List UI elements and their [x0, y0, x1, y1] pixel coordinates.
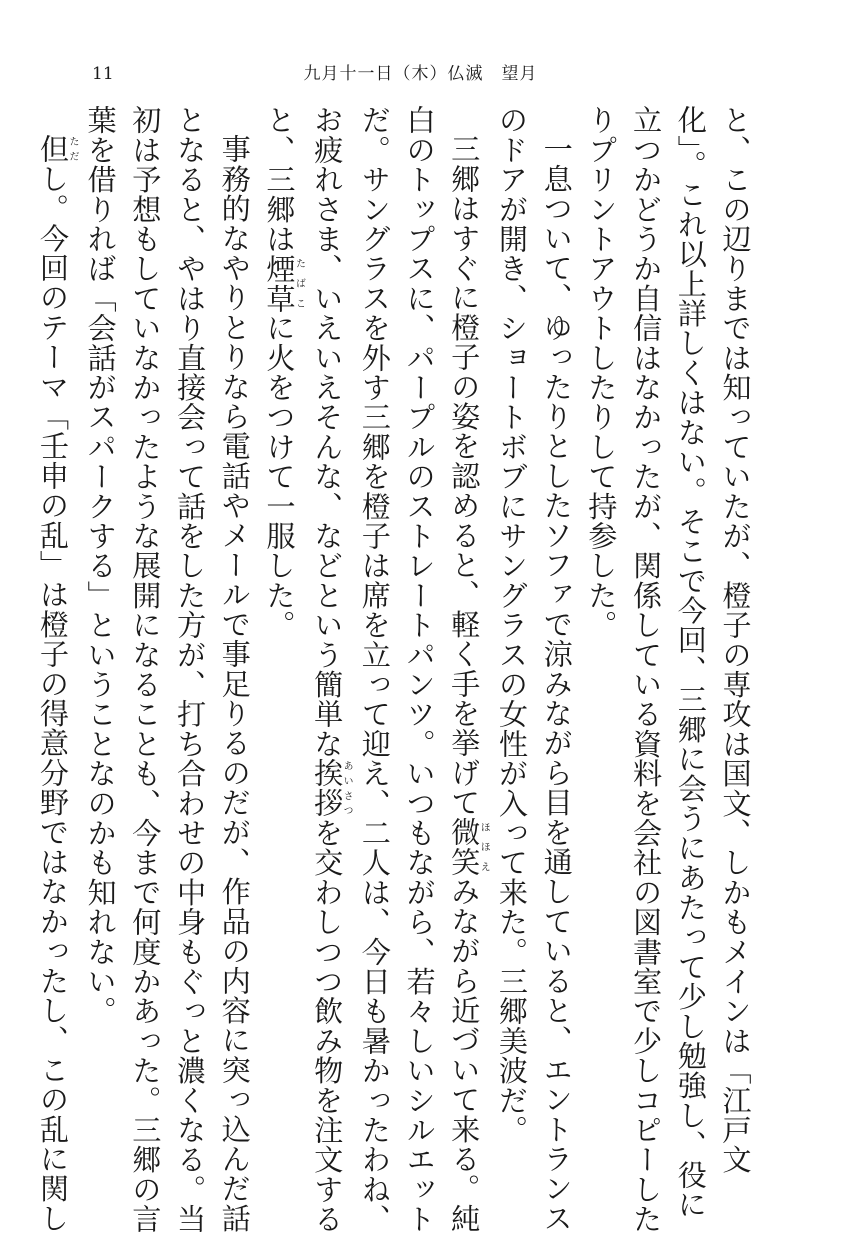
- text-column-6: のドアが開き、ショートボブにサングラスの女性が入って来た。三郷美波だ。: [494, 105, 529, 1145]
- text-column-16-b: し。今回のテーマ「壬申の乱」は橙子の得意分野ではなかったし、この乱に関し: [35, 163, 70, 1234]
- text-column-10: [304, 105, 353, 1234]
- ruby-tada-base: 但: [35, 134, 70, 164]
- body-text: [30, 105, 757, 1234]
- text-column-9: だ。サングラスを外す三郷を橙子は席を立って迎え、二人は、今日も暑かったわね、: [357, 105, 392, 1234]
- text-column-13: となると、やはり直接会って話をした方が、打ち合わせの中身もぐっと濃くなる。当: [172, 105, 207, 1234]
- text-column-11-b: に火をつけて一服した。: [261, 312, 296, 640]
- text-column-2: 化」。これ以上詳しくはない。そこで今回、三郷に会うにあたって少し勉強し、役に: [673, 105, 708, 1219]
- ruby-aisatsu-reading: あいさつ: [341, 758, 353, 818]
- running-head: 九月十一日（木）仏滅 望月: [303, 64, 538, 84]
- text-column-11: [256, 105, 304, 1115]
- text-column-14: 初は予想もしていなかったような展開になることも、今まで何度かあった。三郷の言: [127, 105, 162, 1234]
- text-column-12: 事務的なやりとりなら電話やメールで事足りるのだが、作品の内容に突っ込んだ話: [217, 134, 252, 1234]
- ruby-aisatsu-base: 挨拶: [309, 758, 344, 818]
- text-column-5: 一息ついて、ゆったりとしたソファで涼みながら目を通していると、エントランス: [539, 134, 574, 1234]
- text-column-3: 立つかどうか自信はなかったが、関係している資料を会社の図書室で少しコピーした: [628, 105, 663, 1234]
- ruby-tada-reading: ただ: [66, 134, 78, 164]
- text-column-10-a: お疲れさま、いえいえそんな、などという簡単な: [309, 105, 344, 759]
- ruby-aisatsu: [309, 758, 353, 818]
- text-column-7: [441, 105, 490, 1234]
- ruby-hohoe: [446, 817, 490, 877]
- text-column-7-b: みながら近づいて来る。純: [446, 876, 481, 1234]
- text-column-15: 葉を借りれば「会話がスパークする」ということなのかも知れない。: [83, 105, 118, 1026]
- ruby-tabako-reading: たばこ: [293, 253, 305, 313]
- text-column-4: りプリントアウトしたりして持参した。: [583, 105, 618, 640]
- text-column-10-b: を交わしつつ飲み物を注文する: [309, 817, 344, 1234]
- text-column-8: 白のトップスに、パープルのストレートパンツ。いつもながら、若々しいシルエット: [402, 105, 437, 1234]
- page-number: 11: [92, 64, 114, 84]
- ruby-hohoe-base: 微笑: [446, 817, 481, 877]
- text-column-16: [30, 105, 78, 1234]
- ruby-tada: [35, 134, 78, 164]
- text-column-7-a: 三郷はすぐに橙子の姿を認めると、軽く手を挙げて: [446, 134, 481, 818]
- text-column-1: と、この辺りまでは知っていたが、橙子の専攻は国文、しかもメインは「江戸文: [718, 105, 752, 1175]
- ruby-tabako-base: 煙草: [261, 253, 296, 313]
- ruby-hohoe-reading: ほほえ: [478, 817, 490, 877]
- ruby-tabako: [261, 253, 305, 313]
- text-column-11-a: と、三郷は: [261, 105, 296, 254]
